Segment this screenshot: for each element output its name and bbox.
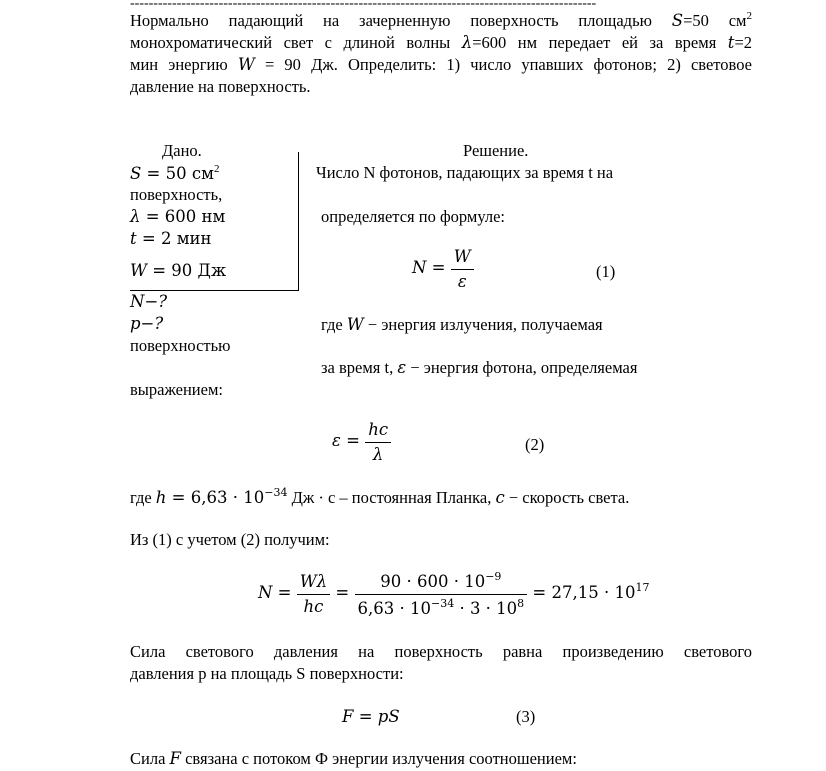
given-W [130, 261, 226, 281]
where-line-1 [321, 315, 603, 335]
given-surface-word: поверхность, [130, 185, 223, 204]
eq-sign: = [330, 583, 355, 603]
eq-sign: = [426, 258, 451, 278]
eq-sign: = [340, 431, 366, 451]
var-c: c [495, 488, 505, 507]
equation-1-number: (1) [596, 262, 616, 281]
numerator: Wλ [297, 572, 330, 595]
equation-3 [258, 570, 649, 619]
result-exponent: 17 [635, 581, 650, 595]
equation-2-number: (2) [525, 435, 545, 454]
var-W: W [130, 261, 147, 280]
var-t: t [130, 229, 137, 248]
find-p: p−? [130, 314, 164, 333]
eq-sign: = [272, 583, 297, 603]
value-lambda: = 600 нм [140, 207, 226, 226]
text: − скорость света. [504, 488, 630, 507]
problem-line-4: давление на поверхность. [130, 77, 311, 96]
denominator: λ [372, 444, 384, 464]
result: = 27,15 · 10 [527, 583, 636, 603]
var-W: W [237, 55, 255, 74]
var-S: S [130, 164, 142, 183]
problem-line-1 [130, 10, 752, 31]
denominator: hc [303, 596, 324, 616]
superscript: 2 [213, 163, 220, 175]
denominator: 6,63 · 10 [357, 598, 431, 618]
var-W: W [346, 315, 364, 334]
given-vertical-divider [298, 152, 299, 290]
eq-lhs: N [258, 583, 273, 603]
exponent: −9 [485, 570, 502, 583]
exponent: 8 [517, 596, 525, 610]
exponent: −34 [264, 486, 288, 499]
text: Дж · с – постоянная Планка, [287, 488, 496, 507]
problem-text: = 90 Дж. Определить: 1) число упавших фотонов; 2) световое [254, 55, 752, 74]
var-F: F [169, 749, 181, 768]
equation-2 [332, 420, 391, 465]
problem-line-2 [130, 33, 752, 53]
text: Сила [130, 749, 170, 768]
problem-text: =50 см [683, 11, 747, 30]
text: где [321, 315, 347, 334]
value-W: = 90 Дж [146, 261, 227, 280]
fraction-2 [355, 570, 528, 619]
given-title: Дано. [162, 141, 202, 160]
last-line [130, 749, 577, 769]
fraction [365, 420, 391, 465]
eq-lhs: F [342, 707, 354, 726]
value: = 6,63 · 10 [166, 488, 265, 507]
planck-line [130, 486, 629, 508]
eq-lhs: ε [332, 431, 341, 451]
exponent: −34 [430, 596, 455, 610]
var-lambda: λ [130, 207, 141, 226]
equation-4 [342, 707, 400, 727]
text: − энергия фотона, определяемая [406, 358, 638, 377]
where-line-2 [321, 358, 637, 378]
given-lambda [130, 207, 225, 227]
var-lambda: λ [461, 33, 473, 52]
given-surface-word-2: поверхностью [130, 336, 231, 355]
fraction [451, 247, 474, 292]
find-N: N−? [130, 292, 168, 311]
problem-text: =600 нм передает ей за время [472, 33, 728, 52]
value-t: = 2 мин [136, 229, 212, 248]
given-t [130, 229, 212, 249]
var-S: S [671, 11, 684, 30]
problem-line-3 [130, 55, 752, 75]
text: − энергия излучения, получаемая [363, 315, 603, 334]
equation-1 [412, 247, 474, 292]
given-horizontal-divider [130, 290, 299, 291]
problem-text: Нормально падающий на зачерненную поверхность площадью [130, 11, 672, 30]
problem-text: монохроматический свет с длиной волны [130, 33, 462, 52]
value-S: = 50 см [141, 164, 214, 183]
given-S [130, 163, 219, 184]
solution-intro-line-1: Число N фотонов, падающих за время t на [316, 163, 614, 182]
eq-rhs: pS [377, 707, 400, 726]
header-dashed-rule: ---------------------------------------------------------------------------------------------------- [130, 0, 597, 11]
eq-lhs: N [412, 258, 427, 278]
text: где [130, 488, 156, 507]
problem-text: =2 [734, 33, 752, 52]
denominator-tail: · 3 · 10 [454, 598, 518, 618]
force-line-2: давления p на площадь S поверхности: [130, 664, 404, 683]
numerator: 90 · 600 · 10 [380, 572, 486, 591]
text: связана с потоком Ф энергии излучения соотношением: [180, 749, 577, 768]
problem-text: мин энергию [130, 55, 238, 74]
fraction-1 [297, 572, 330, 617]
solution-title: Решение. [463, 141, 529, 160]
numerator: hc [365, 420, 391, 443]
from-line: Из (1) с учетом (2) получим: [130, 530, 330, 549]
var-epsilon: ε [397, 358, 407, 377]
text: за время t, [321, 358, 398, 377]
var-h: h [155, 488, 167, 507]
denominator: ε [457, 271, 467, 291]
force-line-1: Сила светового давления на поверхность равна произведению светового [130, 642, 752, 661]
where-line-3: выражением: [130, 380, 223, 399]
eq-sign: = [353, 707, 378, 726]
var-t: t [727, 33, 735, 52]
superscript: 2 [746, 10, 752, 22]
solution-intro-line-2: определяется по формуле: [321, 207, 506, 226]
equation-4-number: (3) [516, 707, 536, 726]
numerator: W [451, 247, 474, 270]
